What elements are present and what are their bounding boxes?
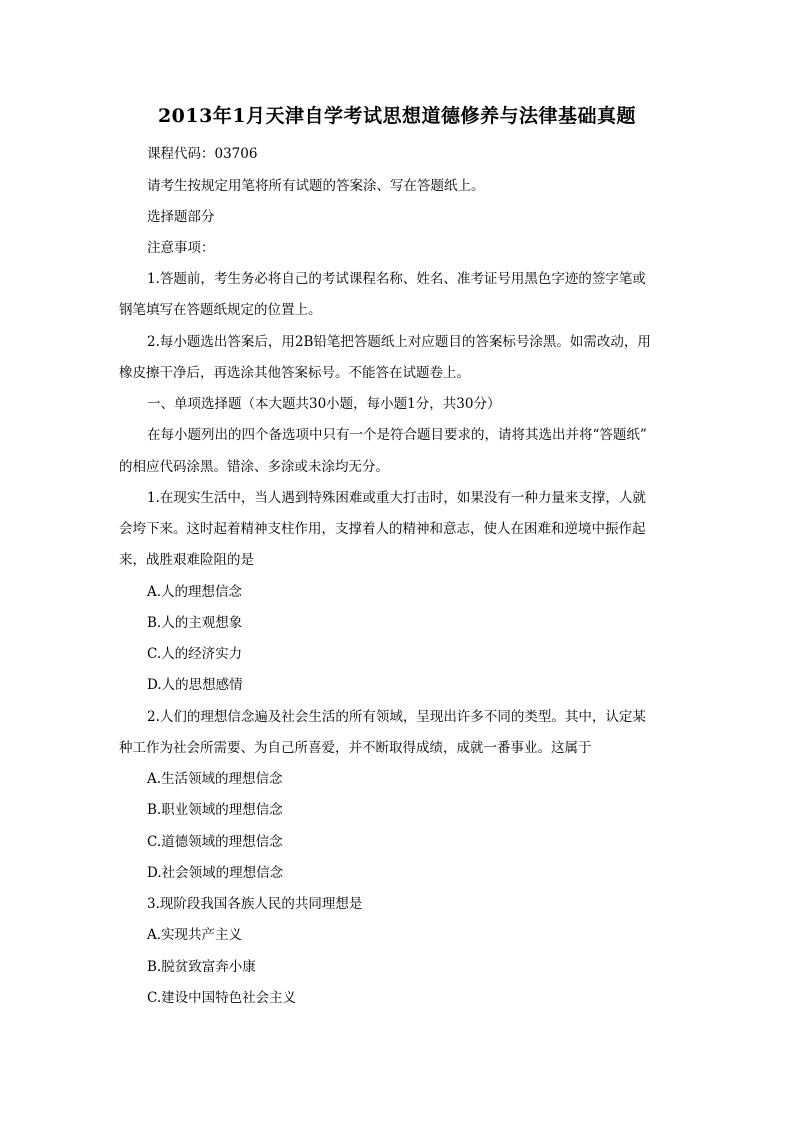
part-1-heading: 一、单项选择题（本大题共30小题，每小题1分，共30分） [147,396,501,412]
question-1-option-d: D.人的思想感情 [147,677,243,693]
course-code: 课程代码：03706 [147,146,258,162]
question-1-line-3: 来，战胜艰难险阻的是 [119,552,254,568]
question-2-option-a: A.生活领域的理想信念 [147,771,283,787]
notes-heading: 注意事项： [147,240,215,256]
question-2-option-b: B.职业领域的理想信念 [147,802,283,818]
question-2-option-d: D.社会领域的理想信念 [147,865,284,881]
question-1-option-a: A.人的理想信念 [147,584,243,600]
section-heading: 选择题部分 [147,209,215,225]
question-3-line-1: 3.现阶段我国各族人民的共同理想是 [147,896,363,912]
instruction-text: 请考生按规定用笔将所有试题的答案涂、写在答题纸上。 [147,178,485,194]
question-2-option-c: C.道德领域的理想信念 [147,834,283,850]
note-2-line-2: 橡皮擦干净后，再选涂其他答案标号。不能答在试题卷上。 [119,365,470,381]
question-1-line-2: 会垮下来。这时起着精神支柱作用，支撑着人的精神和意志，使人在困难和逆境中振作起 [119,521,646,537]
question-1-option-b: B.人的主观想象 [147,615,243,631]
page-title: 2013年1月天津自学考试思想道德修养与法律基础真题 [157,105,637,127]
note-1-line-1: 1.答题前，考生务必将自己的考试课程名称、姓名、准考证号用黑色字迹的签字笔或 [147,271,646,287]
question-2-line-1: 2.人们的理想信念遍及社会生活的所有领域，呈现出许多不同的类型。其中，认定某 [147,709,646,725]
question-3-option-c: C.建设中国特色社会主义 [147,990,297,1006]
question-1-line-1: 1.在现实生活中，当人遇到特殊困难或重大打击时，如果没有一种力量来支撑，人就 [147,490,646,506]
note-1-line-2: 钢笔填写在答题纸规定的位置上。 [119,302,322,318]
part-1-desc-line-2: 的相应代码涂黑。错涂、多涂或未涂均无分。 [119,459,389,475]
question-3-option-b: B.脱贫致富奔小康 [147,959,256,975]
question-1-option-c: C.人的经济实力 [147,646,243,662]
question-3-option-a: A.实现共产主义 [147,927,243,943]
part-1-desc-line-1: 在每小题列出的四个备选项中只有一个是符合题目要求的，请将其选出并将“答题纸” [147,427,647,443]
note-2-line-1: 2.每小题选出答案后，用2B铅笔把答题纸上对应题目的答案标号涂黑。如需改动，用 [147,334,651,350]
question-2-line-2: 种工作为社会所需要、为自己所喜爱，并不断取得成绩，成就一番事业。这属于 [119,740,592,756]
